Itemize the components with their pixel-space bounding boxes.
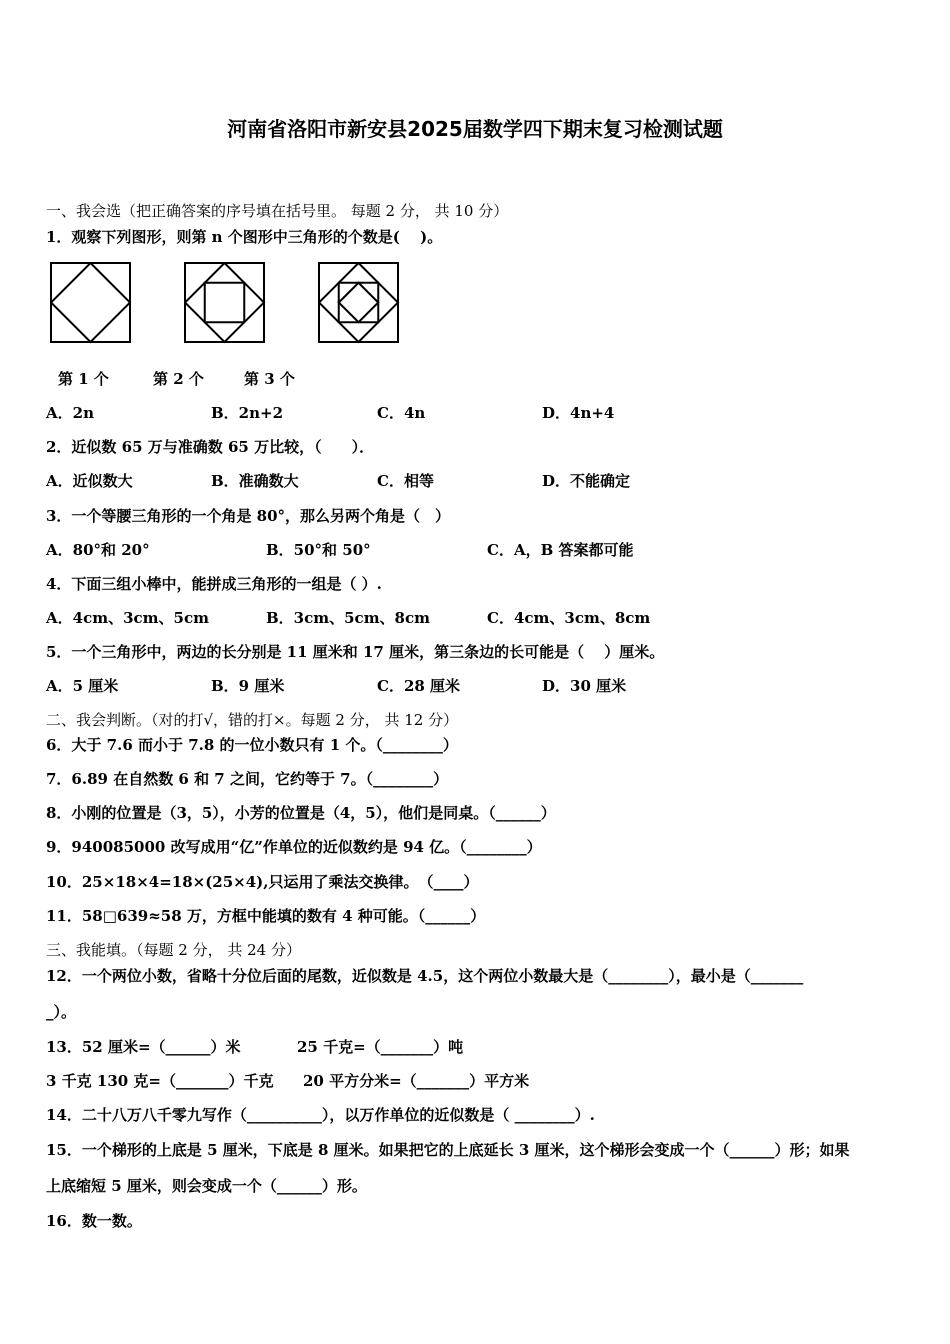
question-7: 7．6.89 在自然数 6 和 7 之间，它约等于 7。（________） [46, 770, 449, 788]
question-3: 3．一个等腰三角形的一个角是 80°，那么另两个角是（ ） [46, 507, 451, 525]
q3-option-b: B．50°和 50° [266, 541, 371, 559]
question-16: 16．数一数。 [46, 1212, 142, 1230]
q2-option-b: B．准确数大 [211, 472, 299, 490]
figure-label-1: 第 1 个 [58, 370, 109, 388]
q2-option-c: C．相等 [377, 472, 434, 490]
q2-option-a: A．近似数大 [46, 472, 133, 490]
figure-3 [318, 262, 400, 344]
question-5: 5．一个三角形中，两边的长分别是 11 厘米和 17 厘米，第三条边的长可能是（ ）厘米。 [46, 643, 665, 661]
q5-option-b: B．9 厘米 [211, 677, 285, 695]
section-3-heading: 三、我能填。（每题 2 分， 共 24 分） [46, 941, 301, 959]
q1-option-a: A．2n [46, 404, 94, 422]
question-15-line-2: 上底缩短 5 厘米，则会变成一个（______）形。 [46, 1177, 367, 1195]
q2-option-d: D．不能确定 [542, 472, 631, 490]
section-2-heading: 二、我会判断。（对的打√，错的打×。每题 2 分， 共 12 分） [46, 711, 459, 729]
q3-option-c: C．A，B 答案都可能 [487, 541, 634, 559]
q3-option-a: A．80°和 20° [46, 541, 150, 559]
question-4: 4．下面三组小棒中，能拼成三角形的一组是（ ）. [46, 575, 382, 593]
question-8: 8．小刚的位置是（3，5），小芳的位置是（4，5），他们是同桌。（______） [46, 804, 556, 822]
figure-1 [50, 262, 132, 344]
question-6: 6．大于 7.6 而小于 7.8 的一位小数只有 1 个。（________） [46, 736, 458, 754]
question-12-line-1: 12．一个两位小数，省略十分位后面的尾数，近似数是 4.5，这个两位小数最大是（________），最小是（_______ [46, 967, 804, 985]
question-1: 1．观察下列图形，则第 n 个图形中三角形的个数是( )。 [46, 228, 443, 246]
q1-option-b: B．2n+2 [211, 404, 284, 422]
question-9: 9．940085000 改写成用“亿”作单位的近似数约是 94 亿。（________） [46, 838, 542, 856]
figure-2 [184, 262, 266, 344]
q5-option-a: A．5 厘米 [46, 677, 119, 695]
q5-option-c: C．28 厘米 [377, 677, 461, 695]
question-13-c: 3 千克 130 克=（_______）千克 [46, 1072, 274, 1090]
figure-label-2: 第 2 个 [153, 370, 204, 388]
q1-option-c: C．4n [377, 404, 426, 422]
section-1-heading: 一、我会选（把正确答案的序号填在括号里。 每题 2 分， 共 10 分） [46, 202, 509, 220]
question-12-line-2: _）。 [46, 1003, 77, 1021]
question-2: 2．近似数 65 万与准确数 65 万比较，（ ）． [46, 438, 375, 456]
question-11: 11．58□639≈58 万，方框中能填的数有 4 种可能。（______） [46, 907, 486, 925]
question-13-b: 25 千克=（_______）吨 [297, 1038, 464, 1056]
question-14: 14．二十八万八千零九写作（__________），以万作单位的近似数是（ ________）. [46, 1106, 595, 1124]
page-title: 河南省洛阳市新安县2025届数学四下期末复习检测试题 [227, 117, 723, 141]
question-13-d: 20 平方分米=（_______）平方米 [303, 1072, 530, 1090]
figure-label-3: 第 3 个 [244, 370, 295, 388]
question-15-line-1: 15．一个梯形的上底是 5 厘米，下底是 8 厘米。如果把它的上底延长 3 厘米，这个梯形会变成一个（______）形；如果 [46, 1141, 850, 1159]
q4-option-c: C．4cm、3cm、8cm [487, 609, 651, 627]
q4-option-b: B．3cm、5cm、8cm [266, 609, 431, 627]
q5-option-d: D．30 厘米 [542, 677, 627, 695]
q1-option-d: D．4n+4 [542, 404, 615, 422]
question-13-a: 13．52 厘米=（______）米 [46, 1038, 241, 1056]
q4-option-a: A．4cm、3cm、5cm [46, 609, 209, 627]
question-10: 10．25×18×4=18×(25×4),只运用了乘法交换律。 （____） [46, 873, 479, 891]
